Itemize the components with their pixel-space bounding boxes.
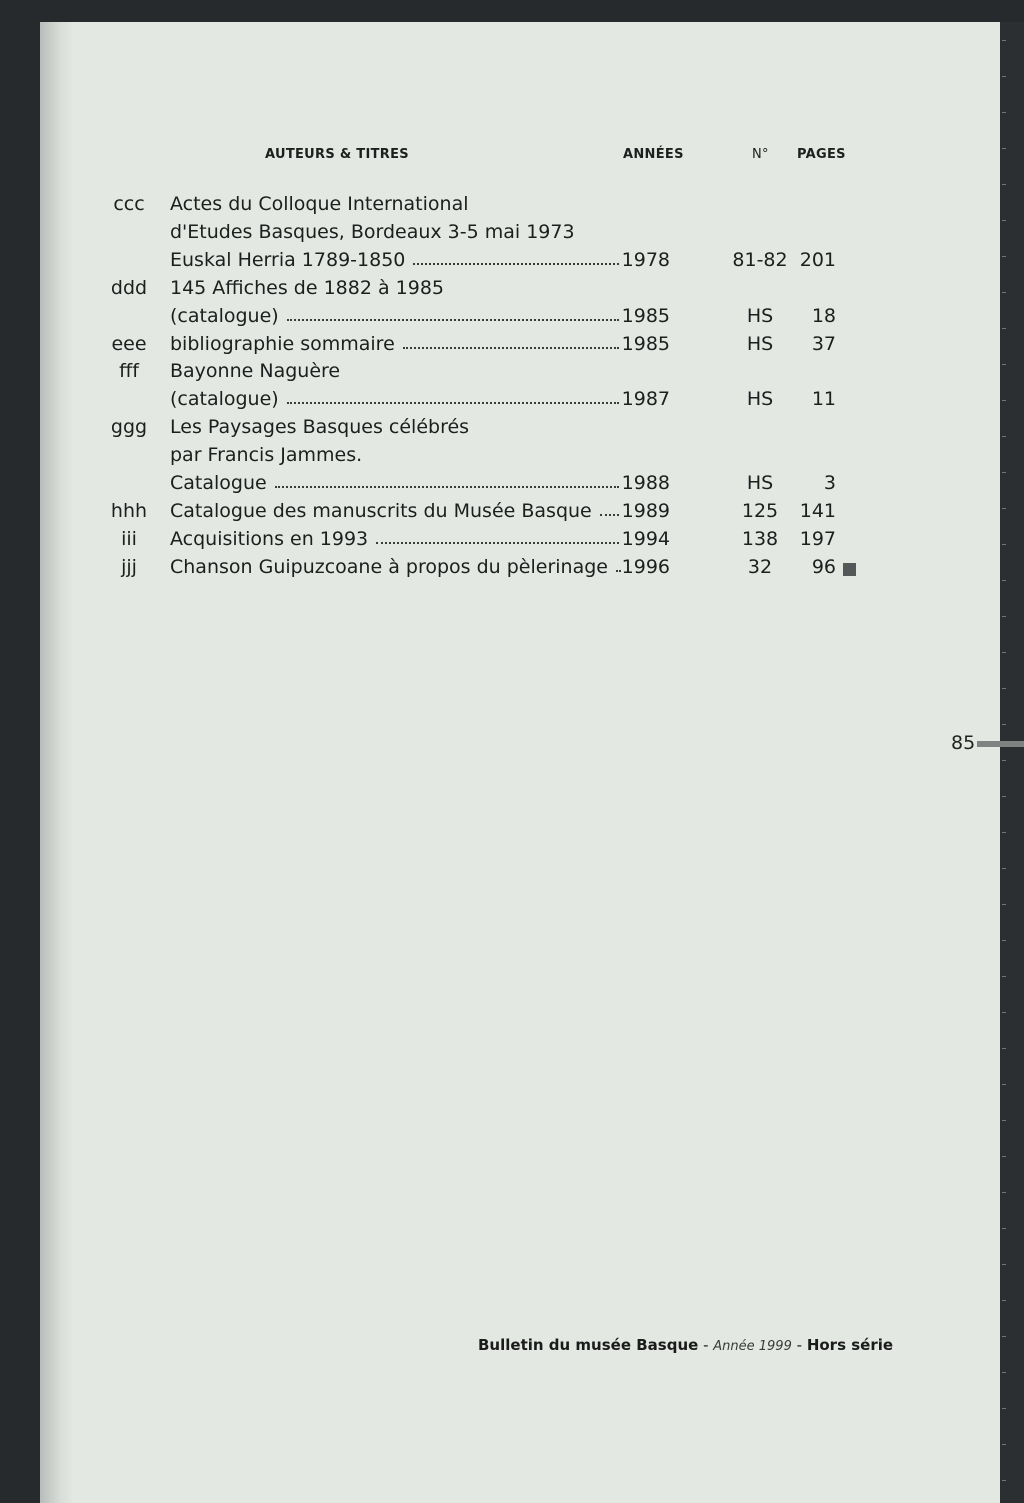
entry-title-line: Acquisitions en 1993 — [170, 527, 369, 550]
ruler-tick — [1002, 652, 1006, 653]
entry-line — [0, 249, 1024, 276]
footer — [478, 1336, 893, 1354]
header-years: ANNÉES — [623, 147, 684, 162]
ruler-tick — [1002, 580, 1006, 581]
ruler-tick — [1002, 796, 1006, 797]
page-number: 85 — [951, 732, 976, 754]
ruler-tick — [1002, 760, 1006, 761]
ruler-tick — [1002, 220, 1006, 221]
entry-line — [0, 360, 1024, 387]
ruler-tick — [1002, 544, 1006, 545]
ruler-tick — [1002, 1300, 1006, 1301]
entry-title-line: bibliographie sommaire — [170, 332, 395, 355]
entry-year: 1989 — [621, 499, 670, 522]
ruler-tick — [1002, 472, 1006, 473]
entry-pages: 18 — [811, 304, 836, 327]
dot-leader — [287, 388, 619, 404]
entry-title-row — [170, 249, 670, 271]
entry-year: 1987 — [621, 388, 670, 411]
ruler-tick — [1002, 1408, 1006, 1409]
entry-year: 1996 — [621, 555, 670, 578]
dot-leader — [275, 472, 619, 488]
entry-code: ddd — [110, 276, 148, 299]
entry-pages: 37 — [811, 332, 836, 355]
entry-year: 1988 — [621, 472, 670, 494]
entry-title-row — [170, 500, 670, 522]
entry-line — [0, 472, 1024, 499]
entry-title-line: Catalogue des manuscrits du Musée Basque — [170, 499, 592, 522]
entry-title-row — [170, 472, 670, 494]
entry-line — [0, 388, 1024, 415]
ruler-tick — [1002, 904, 1006, 905]
entry-line — [0, 305, 1024, 332]
entry-number: 32 — [747, 555, 773, 578]
entry-number: HS — [746, 332, 774, 355]
ruler-tick — [1002, 1192, 1006, 1193]
page-marker-bar — [977, 741, 1024, 747]
footer-separator: - — [791, 1336, 807, 1354]
ruler-tick — [1002, 1372, 1006, 1373]
dot-leader — [600, 500, 619, 516]
entry-title-line: Catalogue — [170, 472, 267, 494]
entry-pages: 197 — [799, 527, 836, 550]
entry-line — [0, 500, 1024, 527]
ruler-tick — [1002, 688, 1006, 689]
entry-pages: 201 — [799, 248, 836, 271]
entry-number: 138 — [741, 527, 779, 550]
ruler-tick — [1002, 184, 1006, 185]
ruler-tick — [1002, 76, 1006, 77]
entry-number: 81-82 — [732, 248, 788, 271]
ruler-tick — [1002, 976, 1006, 977]
entry-line — [0, 221, 1024, 248]
entry-code: iii — [121, 527, 137, 550]
ruler-tick — [1002, 1228, 1006, 1229]
entry-title-line: Les Paysages Basques célébrés — [170, 416, 470, 439]
dot-leader — [403, 333, 619, 349]
ruler-tick — [1002, 1156, 1006, 1157]
ruler-tick — [1002, 328, 1006, 329]
entry-title-line: Euskal Herria 1789-1850 — [170, 248, 406, 271]
header-pages: PAGES — [797, 147, 846, 162]
ruler-tick — [1002, 868, 1006, 869]
footer-series: Hors série — [806, 1336, 894, 1354]
entry-code: ccc — [113, 193, 145, 215]
entry-title-row — [170, 528, 670, 550]
header-number: N° — [752, 147, 769, 162]
ruler-tick — [1002, 616, 1006, 617]
ruler-tick — [1002, 1264, 1006, 1265]
entry-title-line: 145 Affiches de 1882 à 1985 — [170, 276, 445, 299]
entry-pages: 11 — [811, 388, 836, 411]
entry-line — [0, 528, 1024, 555]
entry-year: 1994 — [621, 527, 670, 550]
entry-title-row — [170, 556, 670, 578]
entry-code: hhh — [110, 499, 148, 522]
entry-year: 1985 — [621, 304, 670, 327]
ruler-tick — [1002, 1012, 1006, 1013]
dot-leader — [376, 528, 619, 544]
entry-title-line: Bayonne Naguère — [170, 360, 341, 383]
footer-year: Année 1999 — [713, 1339, 792, 1354]
entry-number: HS — [746, 304, 774, 327]
entry-line — [0, 277, 1024, 304]
entry-code: fff — [119, 360, 139, 383]
entry-line — [0, 416, 1024, 443]
entry-title-row — [170, 305, 670, 327]
ruler-tick — [1002, 1480, 1006, 1481]
entry-number: HS — [746, 388, 774, 411]
dot-leader — [287, 305, 619, 321]
ruler-tick — [1002, 832, 1006, 833]
ruler-tick — [1002, 508, 1006, 509]
entry-title-row — [170, 388, 670, 410]
entry-title-line: par Francis Jammes. — [170, 444, 363, 467]
ruler-tick — [1002, 1336, 1006, 1337]
end-of-list-square-icon — [843, 563, 856, 576]
entry-pages: 3 — [823, 472, 836, 494]
footer-journal: Bulletin du musée Basque — [478, 1336, 699, 1354]
entry-line — [0, 193, 1024, 220]
entry-number: 125 — [741, 499, 779, 522]
entry-line — [0, 444, 1024, 471]
dot-leader — [616, 556, 619, 572]
header-authors-titles: AUTEURS & TITRES — [265, 147, 409, 162]
ruler-tick — [1002, 1444, 1006, 1445]
entry-code: jjj — [121, 555, 137, 578]
entry-pages: 96 — [811, 555, 836, 578]
ruler-tick — [1002, 292, 1006, 293]
ruler-tick — [1002, 1120, 1006, 1121]
ruler-tick — [1002, 40, 1006, 41]
entry-line — [0, 333, 1024, 360]
entry-title-line: Chanson Guipuzcoane à propos du pèlerinage — [170, 555, 608, 578]
ruler-tick — [1002, 1048, 1006, 1049]
entry-code: eee — [111, 332, 147, 355]
entry-code: ggg — [110, 416, 148, 439]
ruler-tick — [1002, 256, 1006, 257]
entry-year: 1978 — [621, 248, 670, 271]
ruler-tick — [1002, 364, 1006, 365]
ruler-tick — [1002, 940, 1006, 941]
entry-title-line: Actes du Colloque International — [170, 193, 469, 215]
entry-year: 1985 — [621, 332, 670, 355]
ruler-tick — [1002, 436, 1006, 437]
entry-title-line: d'Etudes Basques, Bordeaux 3-5 mai 1973 — [170, 220, 575, 243]
entry-pages: 141 — [799, 499, 836, 522]
footer-separator: - — [698, 1336, 714, 1354]
entry-title-row — [170, 333, 670, 355]
entry-title-line: (catalogue) — [170, 388, 279, 411]
ruler-tick — [1002, 1084, 1006, 1085]
ruler-tick — [1002, 112, 1006, 113]
ruler-tick — [1002, 724, 1006, 725]
ruler-tick — [1002, 400, 1006, 401]
entry-title-line: (catalogue) — [170, 304, 279, 327]
entry-line — [0, 556, 1024, 583]
entry-number: HS — [746, 472, 774, 494]
ruler-tick — [1002, 148, 1006, 149]
dot-leader — [413, 249, 618, 265]
